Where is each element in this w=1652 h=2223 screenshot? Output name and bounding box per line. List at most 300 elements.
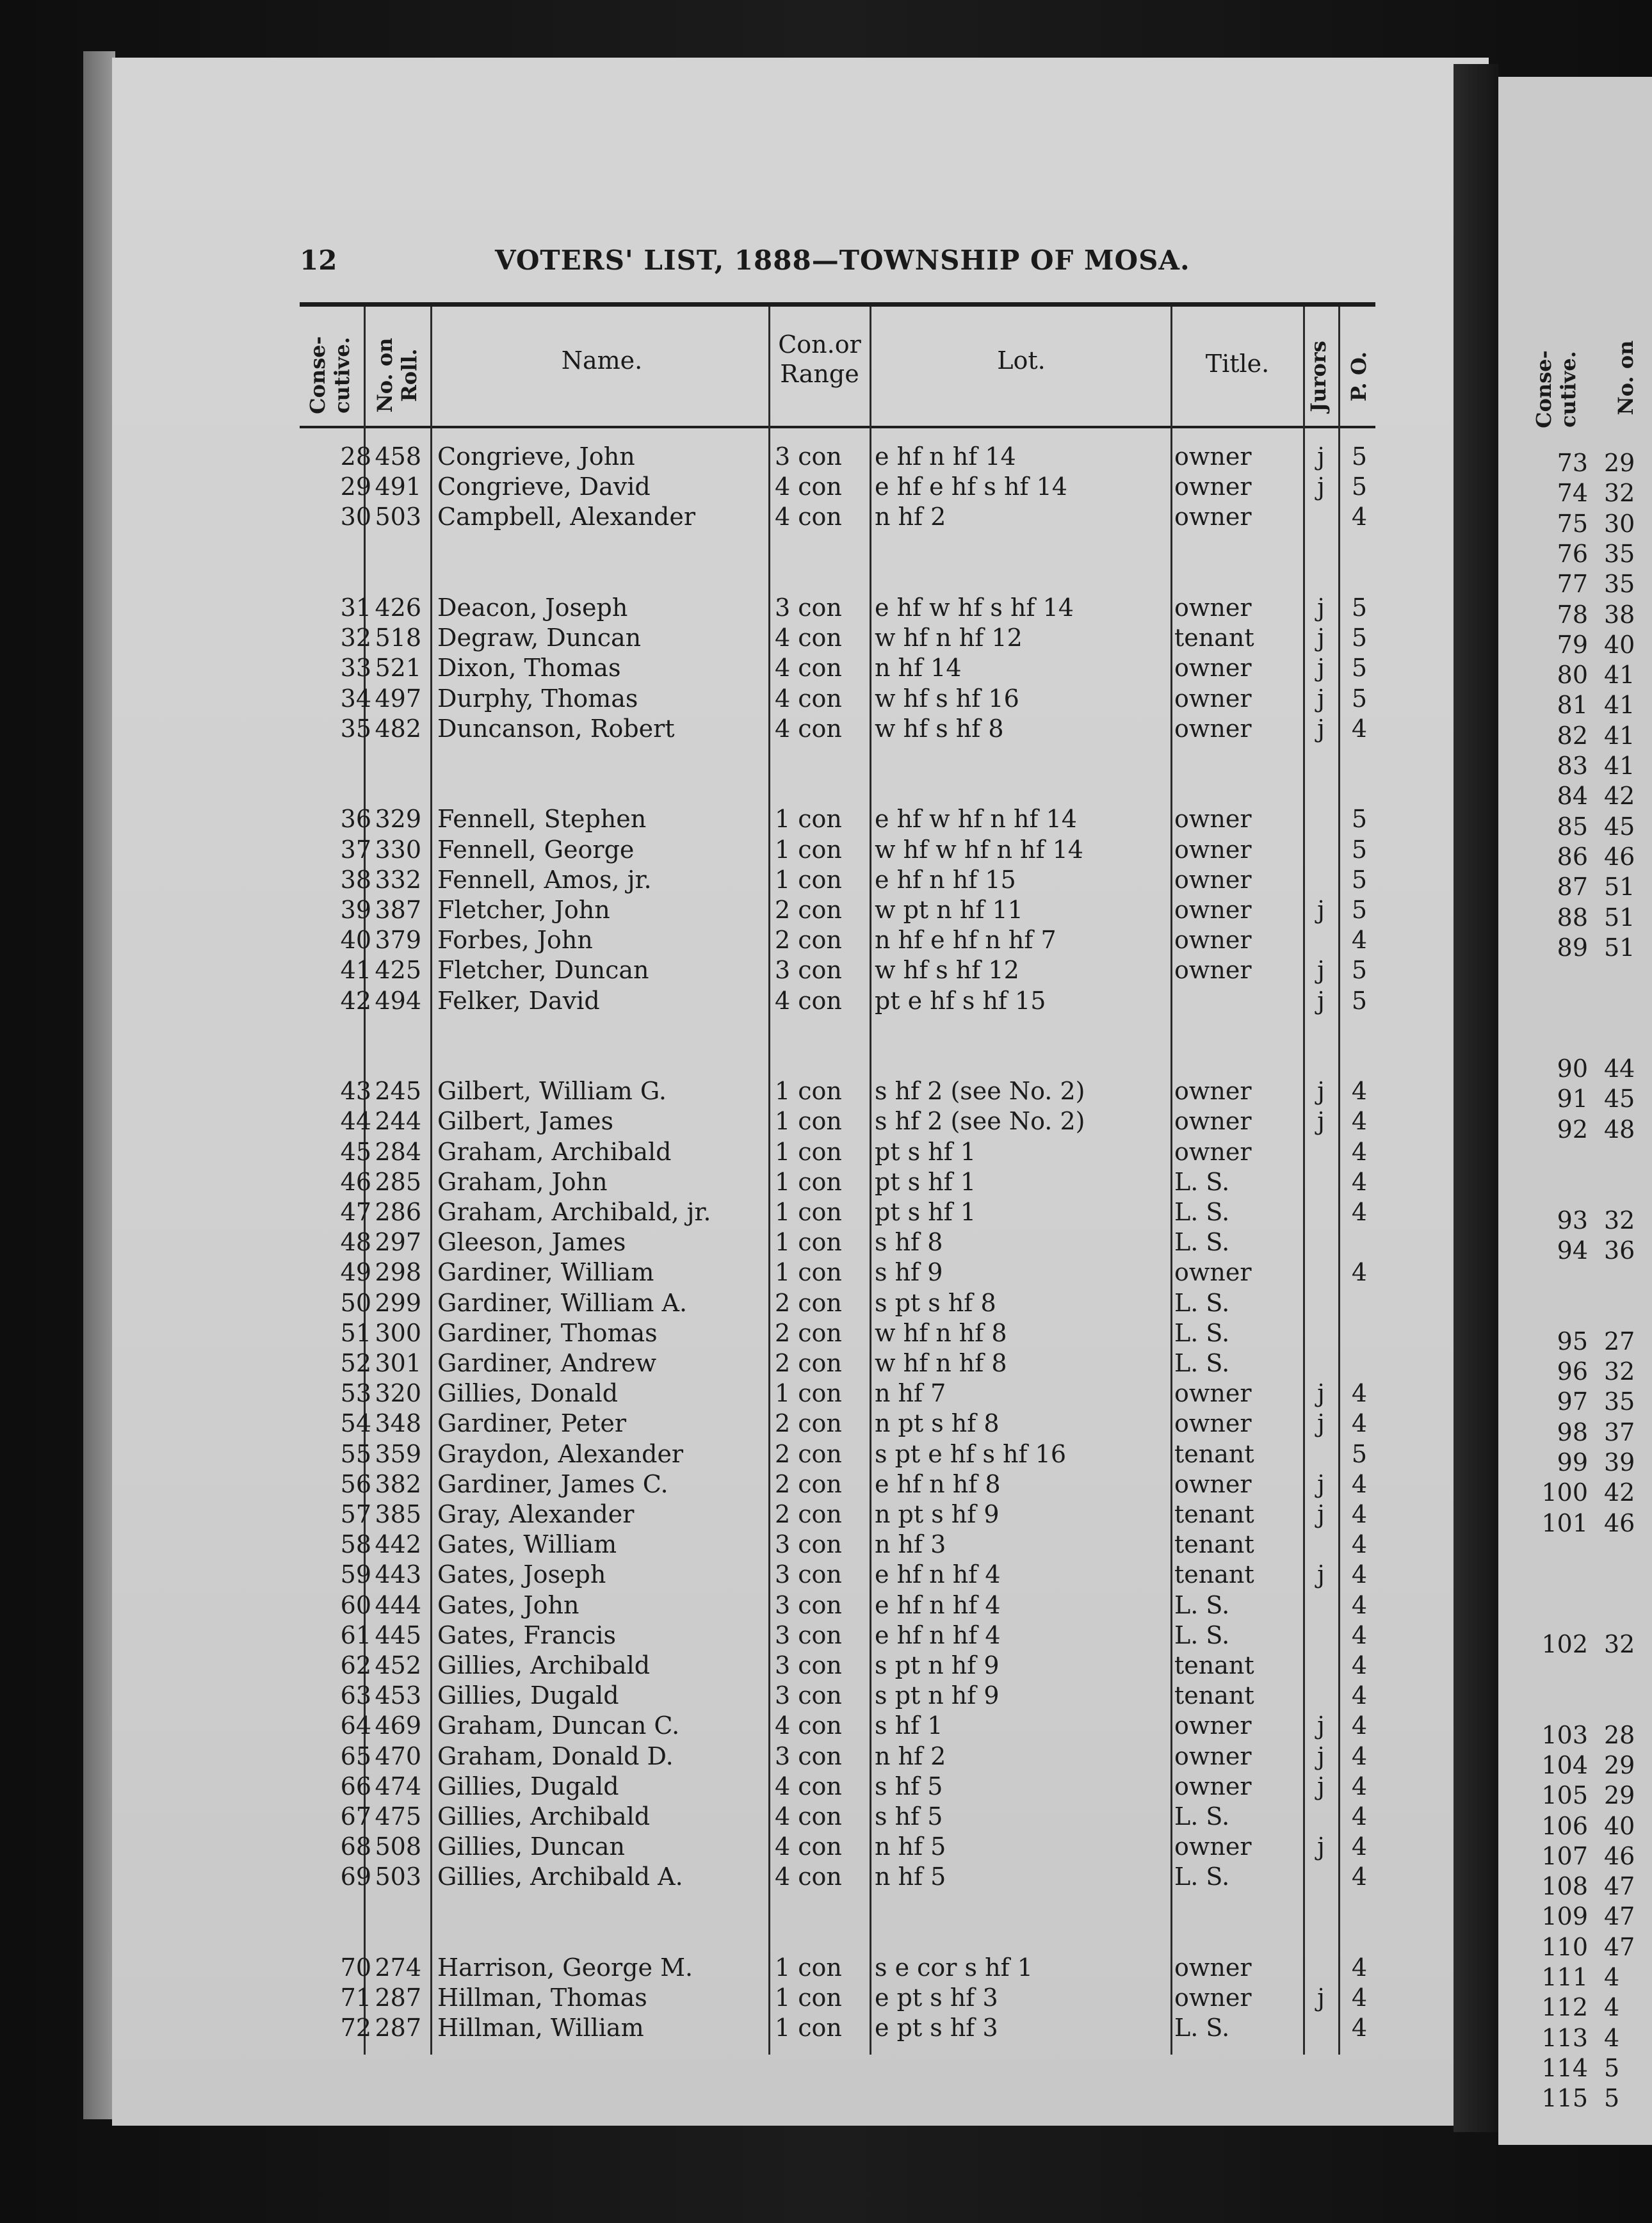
consecutive-cell: 61 — [340, 1621, 371, 1649]
juror-cell: j — [1317, 1832, 1325, 1861]
lot-cell: pt s hf 1 — [875, 1167, 976, 1196]
next-roll-cell: 29 — [1604, 1781, 1635, 1810]
consecutive-cell: 36 — [340, 805, 371, 834]
post-office-cell: 4 — [1351, 1469, 1368, 1498]
roll-number-cell: 285 — [375, 1167, 421, 1196]
next-consecutive-cell: 76 — [1557, 539, 1588, 568]
table-row — [0, 1983, 1652, 2012]
voter-name-cell: Gates, Joseph — [437, 1560, 606, 1589]
roll-number-cell: 458 — [375, 442, 421, 471]
lot-cell: e hf w hf n hf 14 — [875, 805, 1077, 834]
consecutive-cell: 51 — [340, 1318, 371, 1347]
title-cell: owner — [1174, 1258, 1252, 1287]
lot-cell: s hf 2 (see No. 2) — [875, 1077, 1085, 1106]
consecutive-cell: 71 — [340, 1984, 371, 2012]
consecutive-cell: 50 — [340, 1288, 371, 1317]
lot-cell: n hf 5 — [875, 1832, 946, 1861]
roll-number-cell: 287 — [375, 2014, 421, 2042]
roll-number-cell: 298 — [375, 1258, 421, 1287]
roll-number-cell: 385 — [375, 1500, 421, 1528]
concession-cell: 4 con — [775, 654, 842, 683]
table-row — [0, 1500, 1652, 1529]
lot-cell: e hf n hf 15 — [875, 865, 1016, 894]
consecutive-cell: 37 — [340, 835, 371, 864]
consecutive-cell: 45 — [340, 1137, 371, 1166]
roll-number-cell: 452 — [375, 1651, 421, 1679]
table-row — [0, 986, 1652, 1015]
consecutive-cell: 66 — [340, 1772, 371, 1800]
roll-number-cell: 329 — [375, 805, 421, 834]
roll-number-cell: 453 — [375, 1681, 421, 1710]
post-office-cell: 5 — [1351, 624, 1368, 652]
lot-cell: n hf 2 — [875, 1742, 946, 1770]
concession-cell: 4 con — [775, 1832, 842, 1861]
post-office-cell: 4 — [1351, 714, 1368, 743]
title-cell: owner — [1174, 1107, 1252, 1136]
next-consecutive-cell: 111 — [1541, 1963, 1588, 1991]
post-office-cell: 4 — [1351, 1621, 1368, 1649]
title-cell: owner — [1174, 1772, 1252, 1800]
table-row — [0, 1953, 1652, 1982]
roll-number-cell: 286 — [375, 1198, 421, 1226]
title-cell: owner — [1174, 956, 1252, 985]
roll-number-cell: 445 — [375, 1621, 421, 1649]
next-consecutive-cell: 88 — [1557, 903, 1588, 932]
title-cell: owner — [1174, 896, 1252, 924]
title-cell: tenant — [1174, 1530, 1254, 1559]
concession-cell: 4 con — [775, 714, 842, 743]
table-row — [0, 1802, 1652, 1831]
table-row — [0, 1167, 1652, 1197]
next-roll-cell: 39 — [1604, 1448, 1635, 1476]
title-cell: owner — [1174, 1077, 1252, 1106]
next-roll-cell: 40 — [1604, 630, 1635, 659]
table-row — [0, 442, 1652, 471]
next-consecutive-cell: 78 — [1557, 600, 1588, 629]
roll-number-cell: 503 — [375, 503, 421, 531]
consecutive-cell: 28 — [340, 442, 371, 471]
next-roll-cell: 32 — [1604, 1206, 1635, 1234]
table-row — [0, 623, 1652, 652]
roll-number-cell: 475 — [375, 1802, 421, 1831]
voter-name-cell: Congrieve, John — [437, 442, 635, 471]
lot-cell: s e cor s hf 1 — [875, 1953, 1033, 1982]
table-row — [0, 1197, 1652, 1227]
concession-cell: 1 con — [775, 1379, 842, 1408]
lot-cell: pt s hf 1 — [875, 1198, 976, 1226]
voter-name-cell: Gardiner, James C. — [437, 1469, 668, 1498]
post-office-cell: 4 — [1351, 1590, 1368, 1619]
next-roll-cell: 38 — [1604, 600, 1635, 629]
post-office-cell: 4 — [1351, 1167, 1368, 1196]
post-office-cell: 4 — [1351, 2014, 1368, 2042]
next-roll-cell: 51 — [1604, 873, 1635, 901]
roll-number-cell: 379 — [375, 926, 421, 955]
roll-number-cell: 469 — [375, 1711, 421, 1740]
juror-cell: j — [1317, 654, 1325, 683]
voter-name-cell: Fletcher, John — [437, 896, 610, 924]
table-row — [0, 1832, 1652, 1861]
lot-cell: n hf 3 — [875, 1530, 946, 1559]
lot-cell: s hf 9 — [875, 1258, 943, 1287]
title-cell: L. S. — [1174, 1863, 1230, 1891]
next-roll-cell: 48 — [1604, 1115, 1635, 1144]
voter-name-cell: Gillies, Archibald A. — [437, 1863, 683, 1891]
concession-cell: 2 con — [775, 1500, 842, 1528]
consecutive-cell: 49 — [340, 1258, 371, 1287]
voter-name-cell: Gillies, Dugald — [437, 1772, 619, 1800]
next-consecutive-cell: 89 — [1557, 933, 1588, 962]
next-roll-cell: 30 — [1604, 509, 1635, 538]
lot-cell: s hf 8 — [875, 1228, 943, 1257]
post-office-cell: 5 — [1351, 956, 1368, 985]
voter-name-cell: Fletcher, Duncan — [437, 956, 649, 985]
lot-cell: e hf n hf 4 — [875, 1621, 1001, 1649]
voter-name-cell: Harrison, George M. — [437, 1953, 693, 1982]
voter-name-cell: Gillies, Dugald — [437, 1681, 619, 1710]
table-row — [0, 714, 1652, 743]
voter-name-cell: Gardiner, Andrew — [437, 1349, 657, 1377]
table-row — [0, 925, 1652, 955]
next-consecutive-cell: 94 — [1557, 1236, 1588, 1265]
voter-name-cell: Graham, Donald D. — [437, 1742, 674, 1770]
post-office-cell: 5 — [1351, 684, 1368, 713]
concession-cell: 2 con — [775, 1349, 842, 1377]
voter-name-cell: Gilbert, James — [437, 1107, 613, 1136]
next-roll-cell: 42 — [1604, 1478, 1635, 1507]
roll-number-cell: 382 — [375, 1469, 421, 1498]
voter-name-cell: Gilbert, William G. — [437, 1077, 667, 1106]
lot-cell: s pt n hf 9 — [875, 1651, 1000, 1679]
post-office-cell: 4 — [1351, 1651, 1368, 1679]
next-roll-cell: 32 — [1604, 1357, 1635, 1386]
voter-name-cell: Gray, Alexander — [437, 1500, 635, 1528]
consecutive-cell: 64 — [340, 1711, 371, 1740]
juror-cell: j — [1317, 986, 1325, 1015]
roll-number-cell: 297 — [375, 1228, 421, 1257]
table-row — [0, 1651, 1652, 1680]
lot-cell: pt s hf 1 — [875, 1137, 976, 1166]
concession-cell: 1 con — [775, 1953, 842, 1982]
table-row — [0, 1590, 1652, 1620]
title-cell: owner — [1174, 442, 1252, 471]
voter-name-cell: Graham, John — [437, 1167, 608, 1196]
voter-name-cell: Graydon, Alexander — [437, 1439, 684, 1468]
consecutive-cell: 56 — [340, 1469, 371, 1498]
next-roll-cell: 46 — [1604, 1841, 1635, 1870]
juror-cell: j — [1317, 1469, 1325, 1498]
next-roll-cell: 27 — [1604, 1327, 1635, 1355]
next-consecutive-cell: 75 — [1557, 509, 1588, 538]
next-roll-cell: 35 — [1604, 1387, 1635, 1416]
next-consecutive-cell: 86 — [1557, 842, 1588, 871]
table-row — [0, 1076, 1652, 1106]
juror-cell: j — [1317, 1560, 1325, 1589]
post-office-cell: 4 — [1351, 1500, 1368, 1528]
concession-cell: 3 con — [775, 1742, 842, 1770]
roll-number-cell: 287 — [375, 1984, 421, 2012]
voter-name-cell: Gillies, Donald — [437, 1379, 619, 1408]
juror-cell: j — [1317, 473, 1325, 501]
next-roll-cell: 46 — [1604, 842, 1635, 871]
concession-cell: 3 con — [775, 1651, 842, 1679]
roll-number-cell: 284 — [375, 1137, 421, 1166]
voter-name-cell: Durphy, Thomas — [437, 684, 638, 713]
next-header-consecutive: Conse- cutive. — [1532, 350, 1580, 428]
lot-cell: e hf w hf s hf 14 — [875, 594, 1074, 622]
post-office-cell: 4 — [1351, 1409, 1368, 1438]
roll-number-cell: 332 — [375, 865, 421, 894]
roll-number-cell: 426 — [375, 594, 421, 622]
lot-cell: e hf n hf 14 — [875, 442, 1016, 471]
table-row — [0, 684, 1652, 713]
title-cell: owner — [1174, 1953, 1252, 1982]
table-row — [0, 1742, 1652, 1771]
title-cell: owner — [1174, 926, 1252, 955]
post-office-cell: 4 — [1351, 1802, 1368, 1831]
lot-cell: w hf s hf 8 — [875, 714, 1004, 743]
roll-number-cell: 491 — [375, 473, 421, 501]
next-consecutive-cell: 95 — [1557, 1327, 1588, 1355]
table-row — [0, 955, 1652, 985]
running-head — [300, 245, 1375, 289]
concession-cell: 1 con — [775, 1077, 842, 1106]
concession-cell: 1 con — [775, 1984, 842, 2012]
table-row — [0, 2013, 1652, 2042]
juror-cell: j — [1317, 1742, 1325, 1770]
next-consecutive-cell: 107 — [1541, 1841, 1588, 1870]
title-cell: owner — [1174, 805, 1252, 834]
table-header-rule — [300, 426, 1375, 428]
voter-name-cell: Fennell, George — [437, 835, 635, 864]
next-roll-cell: 42 — [1604, 782, 1635, 811]
roll-number-cell: 482 — [375, 714, 421, 743]
next-consecutive-cell: 91 — [1557, 1085, 1588, 1113]
lot-cell: e hf n hf 4 — [875, 1590, 1001, 1619]
table-row — [0, 804, 1652, 834]
concession-cell: 1 con — [775, 835, 842, 864]
table-row — [0, 1439, 1652, 1469]
consecutive-cell: 72 — [340, 2014, 371, 2042]
voter-name-cell: Gleeson, James — [437, 1228, 626, 1257]
voter-name-cell: Graham, Duncan C. — [437, 1711, 680, 1740]
voter-name-cell: Gates, John — [437, 1590, 579, 1619]
header-name: Name. — [561, 346, 643, 375]
voter-name-cell: Hillman, Thomas — [437, 1984, 647, 2012]
table-row — [0, 1378, 1652, 1408]
concession-cell: 4 con — [775, 1711, 842, 1740]
next-consecutive-cell: 84 — [1557, 782, 1588, 811]
concession-cell: 2 con — [775, 1439, 842, 1468]
consecutive-cell: 60 — [340, 1590, 371, 1619]
next-consecutive-cell: 96 — [1557, 1357, 1588, 1386]
voter-name-cell: Campbell, Alexander — [437, 503, 695, 531]
next-consecutive-cell: 97 — [1557, 1387, 1588, 1416]
title-cell: owner — [1174, 503, 1252, 531]
header-po: P. O. — [1347, 351, 1371, 402]
next-consecutive-cell: 102 — [1541, 1629, 1588, 1658]
title-cell: owner — [1174, 1711, 1252, 1740]
lot-cell: n hf 2 — [875, 503, 946, 531]
next-consecutive-cell: 114 — [1541, 2053, 1588, 2082]
concession-cell: 3 con — [775, 1590, 842, 1619]
lot-cell: s hf 5 — [875, 1802, 943, 1831]
consecutive-cell: 42 — [340, 986, 371, 1015]
voter-name-cell: Forbes, John — [437, 926, 593, 955]
roll-number-cell: 245 — [375, 1077, 421, 1106]
lot-cell: pt e hf s hf 15 — [875, 986, 1046, 1015]
consecutive-cell: 58 — [340, 1530, 371, 1559]
post-office-cell: 5 — [1351, 594, 1368, 622]
next-consecutive-cell: 99 — [1557, 1448, 1588, 1476]
table-row — [0, 653, 1652, 683]
table-row — [0, 1137, 1652, 1167]
next-consecutive-cell: 82 — [1557, 721, 1588, 750]
roll-number-cell: 494 — [375, 986, 421, 1015]
voter-name-cell: Gillies, Archibald — [437, 1651, 651, 1679]
lot-cell: w hf n hf 8 — [875, 1349, 1007, 1377]
voter-name-cell: Degraw, Duncan — [437, 624, 642, 652]
concession-cell: 1 con — [775, 1228, 842, 1257]
lot-cell: w hf w hf n hf 14 — [875, 835, 1083, 864]
voter-name-cell: Dixon, Thomas — [437, 654, 621, 683]
concession-cell: 2 con — [775, 896, 842, 924]
next-header-roll: No. on — [1614, 340, 1638, 416]
lot-cell: n hf 7 — [875, 1379, 946, 1408]
title-cell: owner — [1174, 1742, 1252, 1770]
table-row — [0, 865, 1652, 894]
concession-cell: 4 con — [775, 1772, 842, 1800]
next-roll-cell: 47 — [1604, 1872, 1635, 1901]
concession-cell: 3 con — [775, 442, 842, 471]
post-office-cell: 4 — [1351, 1742, 1368, 1770]
title-cell: L. S. — [1174, 1318, 1230, 1347]
consecutive-cell: 38 — [340, 865, 371, 894]
consecutive-cell: 70 — [340, 1953, 371, 1982]
table-row — [0, 1530, 1652, 1559]
next-roll-cell: 5 — [1604, 2084, 1620, 2113]
roll-number-cell: 444 — [375, 1590, 421, 1619]
title-cell: tenant — [1174, 624, 1254, 652]
consecutive-cell: 44 — [340, 1107, 371, 1136]
voter-name-cell: Fennell, Stephen — [437, 805, 647, 834]
next-roll-cell: 28 — [1604, 1720, 1635, 1749]
juror-cell: j — [1317, 1409, 1325, 1438]
title-cell: owner — [1174, 1379, 1252, 1408]
table-row — [0, 835, 1652, 864]
next-roll-cell: 47 — [1604, 1902, 1635, 1931]
next-consecutive-cell: 112 — [1541, 1993, 1588, 2022]
concession-cell: 3 con — [775, 1560, 842, 1589]
header-lot: Lot. — [997, 346, 1046, 375]
table-row — [0, 895, 1652, 925]
consecutive-cell: 65 — [340, 1742, 371, 1770]
post-office-cell: 5 — [1351, 442, 1368, 471]
roll-number-cell: 330 — [375, 835, 421, 864]
lot-cell: e hf e hf s hf 14 — [875, 473, 1067, 501]
header-con-range: Con.or Range — [778, 330, 861, 388]
next-consecutive-cell: 73 — [1557, 449, 1588, 477]
table-row — [0, 472, 1652, 501]
post-office-cell: 4 — [1351, 1984, 1368, 2012]
next-consecutive-cell: 110 — [1541, 1932, 1588, 1961]
next-roll-cell: 41 — [1604, 752, 1635, 780]
header-jurors: Jurors — [1306, 341, 1331, 412]
title-cell: L. S. — [1174, 1802, 1230, 1831]
roll-number-cell: 425 — [375, 956, 421, 985]
consecutive-cell: 63 — [340, 1681, 371, 1710]
concession-cell: 4 con — [775, 503, 842, 531]
roll-number-cell: 442 — [375, 1530, 421, 1559]
title-cell: L. S. — [1174, 1198, 1230, 1226]
post-office-cell: 4 — [1351, 926, 1368, 955]
post-office-cell: 4 — [1351, 1198, 1368, 1226]
juror-cell: j — [1317, 624, 1325, 652]
lot-cell: s hf 1 — [875, 1711, 943, 1740]
post-office-cell: 4 — [1351, 1953, 1368, 1982]
post-office-cell: 4 — [1351, 1379, 1368, 1408]
next-roll-cell: 36 — [1604, 1236, 1635, 1265]
concession-cell: 1 con — [775, 1107, 842, 1136]
voter-name-cell: Gates, Francis — [437, 1621, 617, 1649]
title-cell: owner — [1174, 1409, 1252, 1438]
roll-number-cell: 443 — [375, 1560, 421, 1589]
voter-name-cell: Congrieve, David — [437, 473, 651, 501]
next-consecutive-cell: 105 — [1541, 1781, 1588, 1810]
consecutive-cell: 59 — [340, 1560, 371, 1589]
header-roll: No. on Roll. — [373, 337, 421, 413]
next-roll-cell: 44 — [1604, 1055, 1635, 1083]
concession-cell: 1 con — [775, 1258, 842, 1287]
consecutive-cell: 35 — [340, 714, 371, 743]
consecutive-cell: 47 — [340, 1198, 371, 1226]
next-roll-cell: 35 — [1604, 539, 1635, 568]
voter-name-cell: Gardiner, Peter — [437, 1409, 627, 1438]
table-row — [0, 1318, 1652, 1348]
lot-cell: n hf 14 — [875, 654, 962, 683]
table-row — [0, 502, 1652, 531]
concession-cell: 3 con — [775, 594, 842, 622]
voter-name-cell: Gardiner, Thomas — [437, 1318, 658, 1347]
next-consecutive-cell: 77 — [1557, 570, 1588, 599]
concession-cell: 3 con — [775, 1621, 842, 1649]
next-consecutive-cell: 93 — [1557, 1206, 1588, 1234]
lot-cell: s pt s hf 8 — [875, 1288, 996, 1317]
post-office-cell: 4 — [1351, 1772, 1368, 1800]
lot-cell: w hf n hf 12 — [875, 624, 1023, 652]
title-cell: owner — [1174, 594, 1252, 622]
concession-cell: 4 con — [775, 986, 842, 1015]
lot-cell: s hf 2 (see No. 2) — [875, 1107, 1085, 1136]
next-roll-cell: 37 — [1604, 1418, 1635, 1446]
title-cell: L. S. — [1174, 1288, 1230, 1317]
next-consecutive-cell: 103 — [1541, 1720, 1588, 1749]
voter-name-cell: Gillies, Archibald — [437, 1802, 651, 1831]
juror-cell: j — [1317, 1077, 1325, 1106]
lot-cell: e pt s hf 3 — [875, 1984, 998, 2012]
table-row — [0, 1862, 1652, 1891]
lot-cell: e hf n hf 4 — [875, 1560, 1001, 1589]
voter-name-cell: Gillies, Duncan — [437, 1832, 625, 1861]
consecutive-cell: 43 — [340, 1077, 371, 1106]
next-consecutive-cell: 87 — [1557, 873, 1588, 901]
header-consecutive: Conse- cutive. — [305, 336, 354, 414]
roll-number-cell: 300 — [375, 1318, 421, 1347]
next-consecutive-cell: 104 — [1541, 1750, 1588, 1779]
consecutive-cell: 52 — [340, 1349, 371, 1377]
next-consecutive-cell: 109 — [1541, 1902, 1588, 1931]
consecutive-cell: 48 — [340, 1228, 371, 1257]
